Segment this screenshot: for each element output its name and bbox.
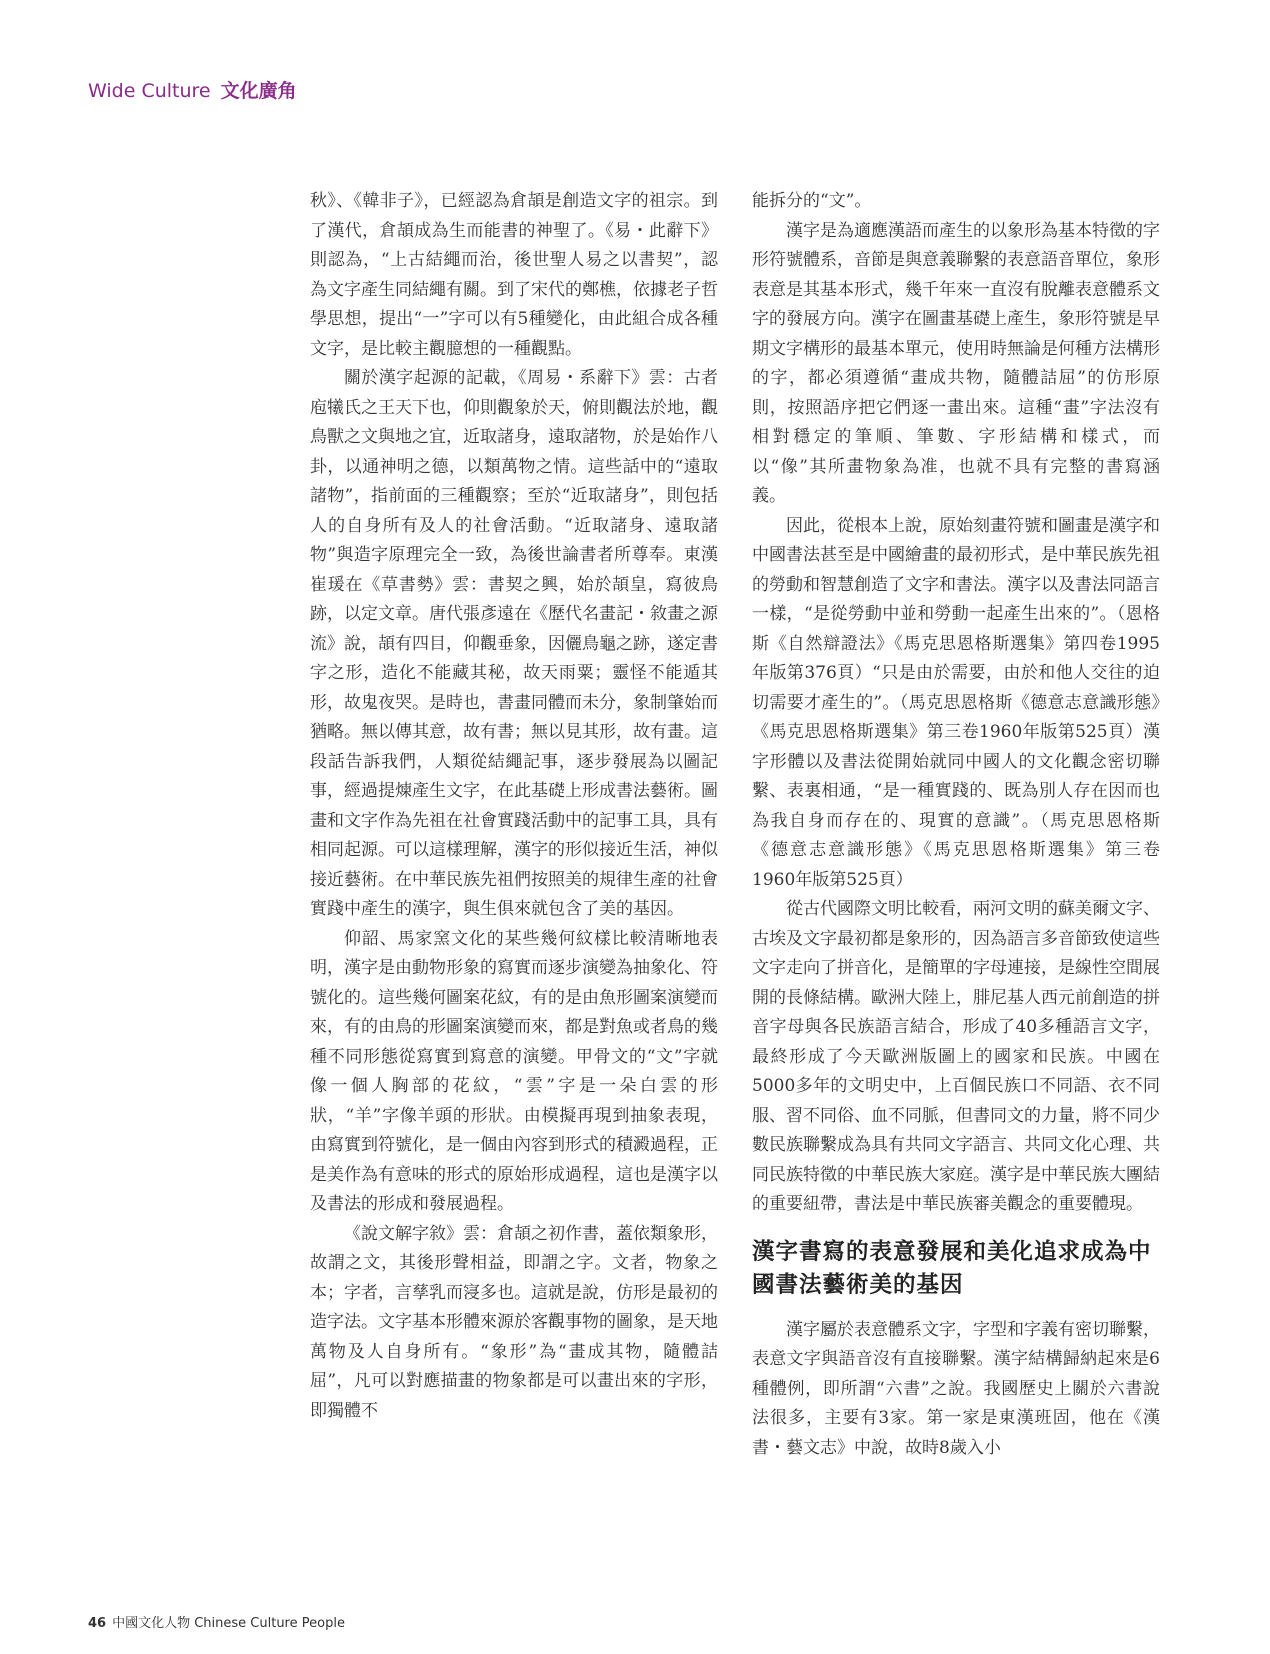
section-label-english: Wide Culture bbox=[88, 80, 211, 102]
section-label bbox=[88, 76, 297, 103]
paragraph: 漢字屬於表意體系文字，字型和字義有密切聯繫，表意文字與語音沒有直接聯繫。漢字結構歸納起來是6種體例，即所謂“六書”之說。我國歷史上關於六書說法很多，主要有3家。第一家是東漢班固，他在《漢書・藝文志》中說，故時8歲入小 bbox=[752, 1319, 1160, 1458]
paragraph: 漢字是為適應漢語而產生的以象形為基本特徵的字形符號體系，音節是與意義聯繫的表意語音單位，象形表意是其基本形式，幾千年來一直沒有脫離表意體系文字的發展方向。漢字在圖畫基礎上產生，象形符號是早期文字構形的最基本單元，使用時無論是何種方法構形的字，都必須遵循“畫成共物，隨體詰屈”的仿形原則，按照語序把它們逐一畫出來。這種“畫”字法沒有相對穩定的筆順、筆數、字形結構和樣式，而以“像”其所畫物象為准，也就不具有完整的書寫涵義。 bbox=[752, 220, 1160, 506]
paragraph: 關於漢字起源的記載，《周易・系辭下》雲：古者庖犧氏之王天下也，仰則觀象於天，俯則觀法於地，觀鳥獸之文與地之宜，近取諸身，遠取諸物，於是始作八卦，以通神明之德，以類萬物之情。這些話中的“遠取諸物”，指前面的三種觀察；至於“近取諸身”，則包括人的自身所有及人的社會活動。“近取諸身、遠取諸物”與造字原理完全一致，為後世論書者所尊奉。東漢崔瑗在《草書勢》雲：書契之興，始於頡皇，寫彼鳥跡，以定文章。唐代張彥遠在《歷代名畫記・敘畫之源流》說，頡有四目，仰觀垂象，因儷鳥龜之跡，遂定書字之形，造化不能藏其秘，故天雨粟；靈怪不能遁其形，故鬼夜哭。是時也，書畫同體而未分，象制肇始而猶略。無以傳其意，故有書；無以見其形，故有畫。這段話告訴我們，人類從結繩記事，逐步發展為以圖記事，經過提煉產生文字，在此基礎上形成書法藝術。圖畫和文字作為先祖在社會實踐活動中的記事工具，具有相同起源。可以這樣理解，漢字的形似接近生活，神似接近藝術。在中華民族先祖們按照美的規律生產的社會實踐中產生的漢字，與生俱來就包含了美的基因。 bbox=[310, 368, 718, 919]
page-footer bbox=[88, 1612, 345, 1631]
publication-name: 中國文化人物 Chinese Culture People bbox=[112, 1616, 345, 1631]
section-heading: 漢字書寫的表意發展和美化追求成為中國書法藝術美的基因 bbox=[752, 1238, 1152, 1298]
paragraph: 因此，從根本上說，原始刻畫符號和圖畫是漢字和中國書法甚至是中國繪畫的最初形式，是中華民族先祖的勞動和智慧創造了文字和書法。漢字以及書法同語言一樣，“是從勞動中並和勞動一起產生出來的”。（恩格斯《自然辯證法》《馬克思恩格斯選集》第四卷1995年版第376頁）“只是由於需要，由於和他人交往的迫切需要才產生的”。（馬克思恩格斯《德意志意識形態》《馬克思恩格斯選集》第三卷1960年版第525頁）漢字形體以及書法從開始就同中國人的文化觀念密切聯繫、表裏相通，“是一種實踐的、既為別人存在因而也為我自身而存在的、現實的意識”。（馬克思恩格斯《德意志意識形態》《馬克思恩格斯選集》第三卷1960年版第525頁） bbox=[752, 515, 1160, 890]
page-number: 46 bbox=[88, 1616, 107, 1631]
right-column bbox=[752, 187, 1160, 1463]
paragraph: 《說文解字敘》雲：倉頡之初作書，蓋依類象形，故謂之文，其後形聲相益，即謂之字。文者，物象之本；字者，言孳乳而寖多也。這就是說，仿形是最初的造字法。文字基本形體來源於客觀事物的圖象，是天地萬物及人自身所有。“象形”為“畫成其物，隨體詰屈”，凡可以對應描畫的物象都是可以畫出來的字形，即獨體不 bbox=[310, 1223, 718, 1421]
left-column bbox=[310, 187, 718, 1426]
paragraph: 仰韶、馬家窯文化的某些幾何紋樣比較清晰地表明，漢字是由動物形象的寫實而逐步演變為抽象化、符號化的。這些幾何圖案花紋，有的是由魚形圖案演變而來，有的由鳥的形圖案演變而來，都是對魚或者鳥的幾種不同形態從寫實到寫意的演變。甲骨文的“文”字就像一個人胸部的花紋，“雲”字是一朵白雲的形狀，“羊”字像羊頭的形狀。由模擬再現到抽象表現，由寫實到符號化，是一個由內容到形式的積澱過程，正是美作為有意味的形式的原始形成過程，這也是漢字以及書法的形成和發展過程。 bbox=[310, 928, 718, 1214]
paragraph: 能拆分的“文”。 bbox=[752, 191, 872, 211]
paragraph: 從古代國際文明比較看，兩河文明的蘇美爾文字、古埃及文字最初都是象形的，因為語言多音節致使這些文字走向了拼音化，是簡單的字母連接，是線性空間展開的長條結構。歐洲大陸上，腓尼基人西元前創造的拼音字母與各民族語言結合，形成了40多種語言文字，最終形成了今天歐洲版圖上的國家和民族。中國在5000多年的文明史中，上百個民族口不同語、衣不同服、習不同俗、血不同脈，但書同文的力量，將不同少數民族聯繫成為具有共同文字語言、共同文化心理、共同民族特徵的中華民族大家庭。漢字是中華民族大團結的重要紐帶，書法是中華民族審美觀念的重要體現。 bbox=[752, 899, 1160, 1214]
section-label-chinese: 文化廣角 bbox=[220, 80, 297, 102]
paragraph: 秋》、《韓非子》，已經認為倉頡是創造文字的祖宗。到了漢代，倉頡成為生而能書的神聖了。《易・此辭下》則認為，“上古結繩而治，後世聖人易之以書契”，認為文字產生同結繩有關。到了宋代的鄭樵，依據老子哲學思想，提出“一”字可以有5種變化，由此組合成各種文字，是比較主觀臆想的一種觀點。 bbox=[310, 191, 718, 359]
